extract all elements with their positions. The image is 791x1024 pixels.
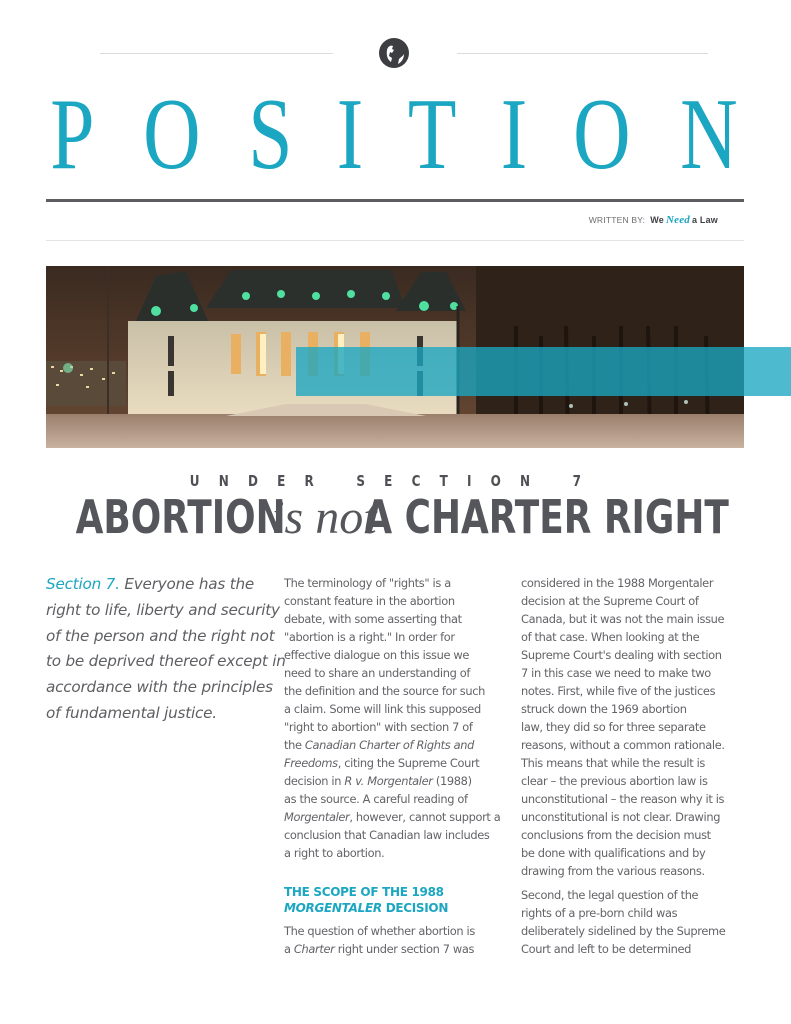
headline-part-is-not: is not xyxy=(271,491,377,544)
subhead-italic: MORGENTALER xyxy=(284,901,382,915)
masthead-letter: P xyxy=(50,78,95,191)
byline xyxy=(589,214,718,226)
subhead-line: THE SCOPE OF THE 1988 xyxy=(284,885,444,899)
body-line: decision at the Supreme Court of xyxy=(521,594,699,608)
text-run: right under section 7 was xyxy=(334,942,475,956)
body-line: reasons, without a common rationale. xyxy=(521,738,725,752)
text-run-italic: R v. Morgentaler xyxy=(344,774,433,788)
body-line xyxy=(284,754,506,772)
subhead-line xyxy=(284,900,506,916)
pull-quote-section-7 xyxy=(46,572,286,727)
body-line: conclusion that Canadian law includes xyxy=(284,828,490,842)
top-rule-left xyxy=(100,53,333,54)
body-line: deliberately sidelined by the Supreme xyxy=(521,924,726,938)
body-line: Court and left to be determined xyxy=(521,942,692,956)
masthead-rule xyxy=(46,199,744,202)
body-line: as the source. A careful reading of xyxy=(284,792,468,806)
subhead-text: DECISION xyxy=(381,901,449,915)
body-line: unconstitutional is not clear. Drawing xyxy=(521,810,721,824)
paragraph-intro xyxy=(284,574,506,862)
masthead-letter: O xyxy=(572,78,631,191)
body-line: Canada, but it was not the main issue xyxy=(521,612,725,626)
top-rule-right xyxy=(457,53,708,54)
body-line: rights of a pre-born child was xyxy=(521,906,678,920)
body-line: struck down the 1969 abortion xyxy=(521,702,687,716)
section-subhead xyxy=(284,884,506,916)
brand-need: Need xyxy=(665,214,690,226)
body-line xyxy=(284,736,506,754)
paragraph-second xyxy=(521,886,743,958)
pull-quote-line: of fundamental justice. xyxy=(46,703,217,722)
text-run-italic: Canadian Charter of Rights and xyxy=(304,738,474,752)
body-line: constant feature in the abortion xyxy=(284,594,455,608)
pull-quote-lead: Section 7. xyxy=(46,575,120,593)
body-line xyxy=(284,772,506,790)
body-line: 7 in this case we need to make two xyxy=(521,666,711,680)
body-line: considered in the 1988 Morgentaler xyxy=(521,576,714,590)
body-line: "abortion is a right." In order for xyxy=(284,630,455,644)
brand-a-law: a Law xyxy=(691,215,718,225)
masthead-letter: N xyxy=(680,78,738,191)
body-line: Supreme Court's dealing with section xyxy=(521,648,722,662)
masthead-letter: I xyxy=(500,78,528,191)
body-line: unconstitutional – the reason why it is xyxy=(521,792,725,806)
body-line: of that case. When looking at the xyxy=(521,630,700,644)
body-line: conclusions from the decision must xyxy=(521,828,711,842)
byline-label: WRITTEN BY: xyxy=(588,215,646,225)
body-line: a right to abortion. xyxy=(284,846,385,860)
body-line xyxy=(284,940,506,958)
body-line: drawing from the various reasons. xyxy=(521,864,705,878)
masthead-title xyxy=(44,76,746,191)
body-line: debate, with some asserting that xyxy=(284,612,462,626)
byline-rule xyxy=(46,240,744,241)
masthead-letter: I xyxy=(336,78,364,191)
text-run: a xyxy=(284,942,294,956)
text-run: , citing the Supreme Court xyxy=(337,756,480,770)
body-line: The question of whether abortion is xyxy=(284,924,475,938)
paragraph-scope xyxy=(284,922,506,958)
body-line: be done with qualifications and by xyxy=(521,846,706,860)
pull-quote-line: to be deprived thereof except in xyxy=(46,652,286,671)
pull-quote-line: Everyone has the xyxy=(119,575,255,593)
body-line xyxy=(284,808,506,826)
headline-kicker: UNDER SECTION 7 xyxy=(189,472,601,490)
text-run-italic: Morgentaler xyxy=(284,810,350,824)
pull-quote-line: right to life, liberty and security xyxy=(46,600,280,619)
brand-logo xyxy=(650,214,718,226)
paragraph-considered xyxy=(521,574,743,880)
pull-quote-line: accordance with the principles xyxy=(46,678,273,697)
body-line: a claim. Some will link this supposed xyxy=(284,702,481,716)
headline xyxy=(46,490,744,544)
text-run: the xyxy=(284,738,305,752)
masthead-letter: T xyxy=(407,78,457,191)
body-line: "right to abortion" with section 7 of xyxy=(284,720,473,734)
text-run: , however, cannot support a xyxy=(349,810,501,824)
teal-accent-band xyxy=(296,347,791,396)
text-run-italic: Freedoms xyxy=(284,756,338,770)
body-column-middle xyxy=(284,574,506,958)
body-line: need to share an understanding of xyxy=(284,666,471,680)
text-run: decision in xyxy=(284,774,345,788)
body-line: the definition and the source for such xyxy=(284,684,485,698)
globe-emblem-icon xyxy=(378,37,410,69)
body-line: This means that while the result is xyxy=(521,756,706,770)
body-line: notes. First, while five of the justices xyxy=(521,684,716,698)
masthead-letter: O xyxy=(142,78,201,191)
brand-we: We xyxy=(650,215,664,225)
body-line: law, they did so for three separate xyxy=(521,720,706,734)
text-run-italic: Charter xyxy=(293,942,335,956)
body-column-right xyxy=(521,574,743,958)
body-line: The terminology of "rights" is a xyxy=(284,576,451,590)
headline-part-charter-right: A CHARTER RIGHT xyxy=(363,490,729,544)
text-run: (1988) xyxy=(432,774,472,788)
masthead-letter: S xyxy=(248,78,293,191)
body-line: effective dialogue on this issue we xyxy=(284,648,470,662)
body-line: Second, the legal question of the xyxy=(521,888,699,902)
headline-part-abortion: ABORTION xyxy=(75,490,286,544)
pull-quote-line: of the person and the right not xyxy=(46,626,275,645)
body-line: clear – the previous abortion law is xyxy=(521,774,708,788)
